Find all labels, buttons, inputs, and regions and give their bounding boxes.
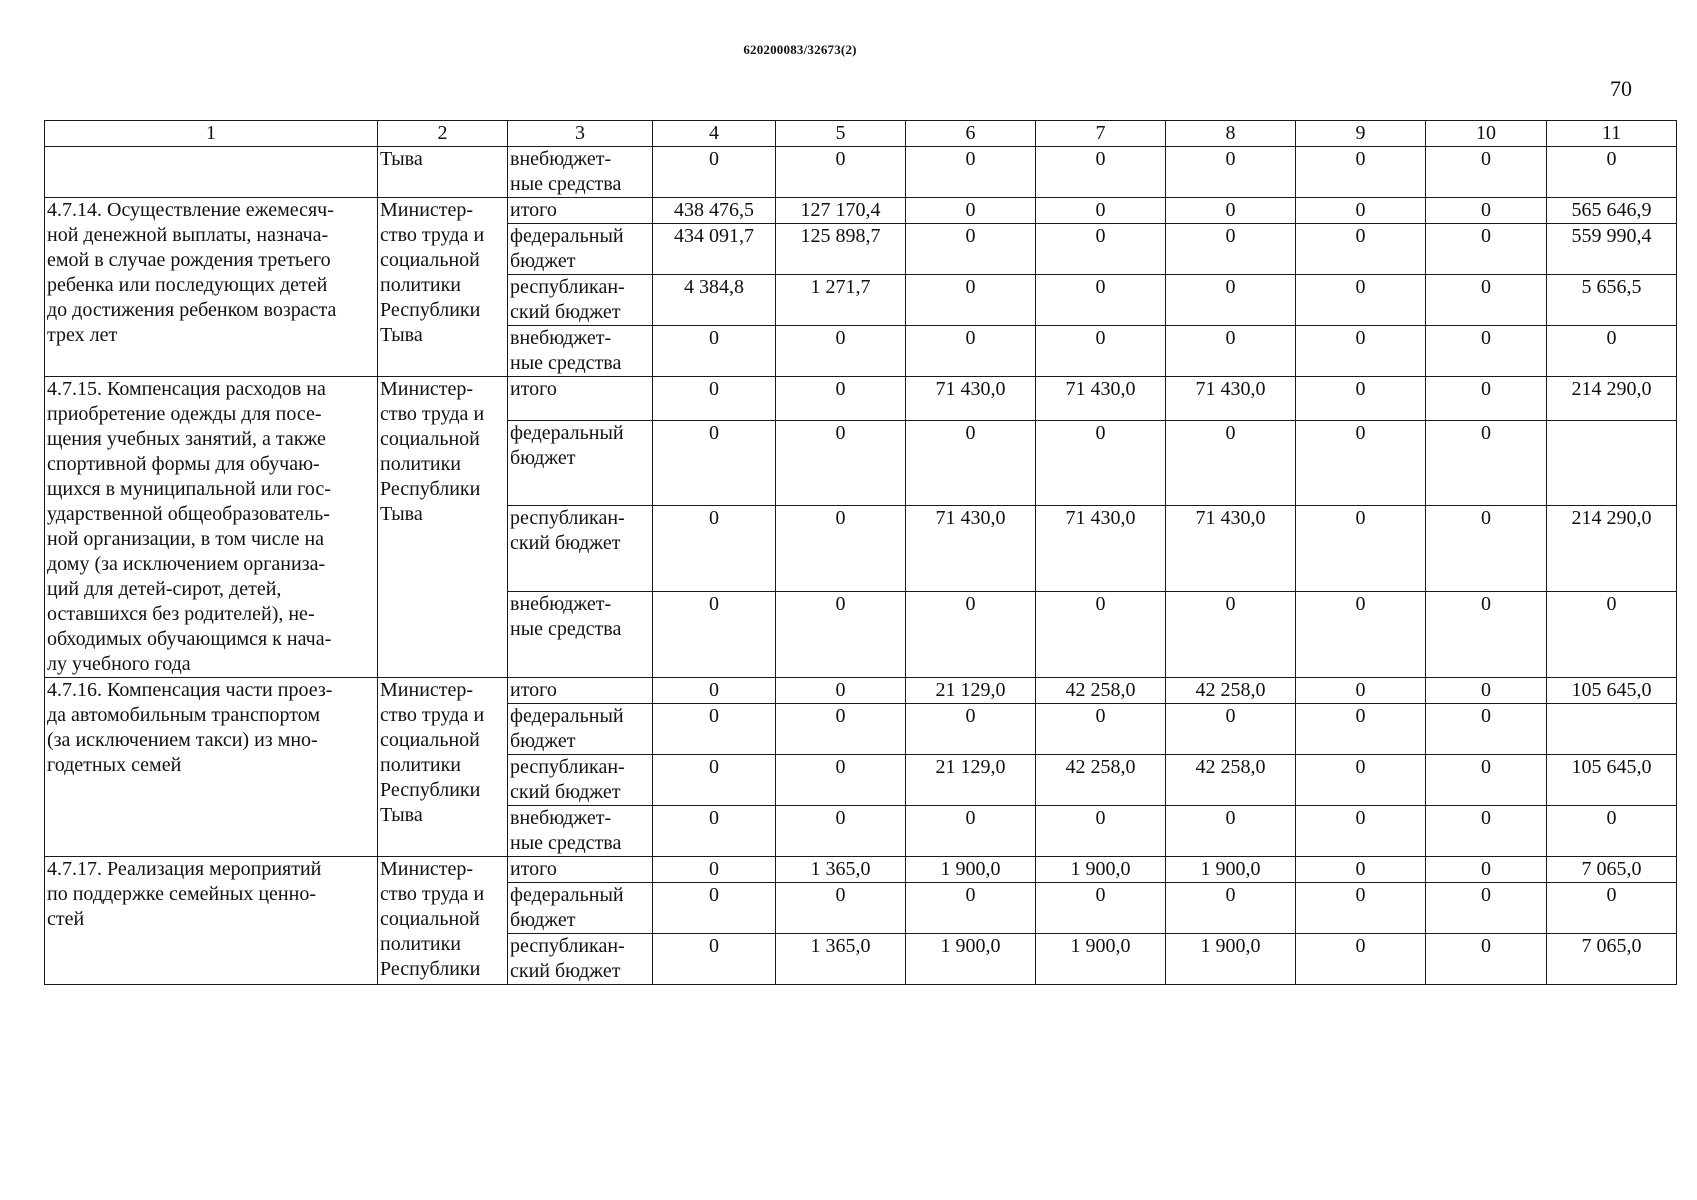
funding-source-cell: итого [508,857,653,883]
column-header: 4 [653,121,776,147]
value-cell: 0 [1036,704,1166,755]
value-cell: 0 [1426,224,1547,275]
budget-table [44,120,1677,985]
value-cell: 0 [776,883,906,934]
total-value-cell: 214 290,0 [1547,506,1677,592]
value-cell: 0 [653,857,776,883]
funding-source-cell: федеральный бюджет [508,883,653,934]
value-cell: 1 900,0 [1036,934,1166,985]
value-cell: 0 [1296,592,1426,678]
value-cell: 434 091,7 [653,224,776,275]
column-header: 5 [776,121,906,147]
value-cell: 0 [776,592,906,678]
value-cell: 0 [1036,198,1166,224]
funding-source-cell: внебюджет- ные средства [508,326,653,377]
value-cell: 0 [653,147,776,198]
table-row [45,147,1677,198]
value-cell: 1 900,0 [906,934,1036,985]
funding-source-cell: внебюджет- ные средства [508,147,653,198]
total-value-cell: 214 290,0 [1547,377,1677,421]
value-cell: 0 [1296,377,1426,421]
value-cell: 1 900,0 [1036,857,1166,883]
funding-source-cell: республикан- ский бюджет [508,275,653,326]
executor-cell: Министер- ство труда и социальной политики Республики Тыва [378,198,508,377]
value-cell: 0 [776,506,906,592]
value-cell: 0 [1296,883,1426,934]
value-cell: 0 [776,147,906,198]
total-value-cell [1547,704,1677,755]
value-cell: 0 [1426,147,1547,198]
value-cell: 0 [1426,806,1547,857]
value-cell: 0 [906,147,1036,198]
value-cell: 0 [1296,224,1426,275]
value-cell: 0 [1166,704,1296,755]
funding-source-cell: федеральный бюджет [508,704,653,755]
funding-source-cell: внебюджет- ные средства [508,592,653,678]
value-cell: 21 129,0 [906,755,1036,806]
value-cell: 438 476,5 [653,198,776,224]
activity-name-cell: 4.7.16. Компенсация части проез- да автомобильным транспортом (за исключением такси) из мно- годетных семей [45,678,378,857]
value-cell: 0 [906,198,1036,224]
value-cell: 0 [1547,147,1677,198]
value-cell: 0 [906,224,1036,275]
value-cell: 0 [1036,147,1166,198]
funding-source-cell: итого [508,198,653,224]
value-cell: 0 [906,883,1036,934]
value-cell: 0 [1166,224,1296,275]
value-cell: 0 [1166,198,1296,224]
value-cell: 0 [1426,704,1547,755]
value-cell: 0 [653,506,776,592]
value-cell: 0 [1426,198,1547,224]
value-cell: 0 [1426,934,1547,985]
value-cell: 0 [1426,275,1547,326]
value-cell: 0 [1296,420,1426,506]
total-value-cell [1547,420,1677,506]
executor-cell: Тыва [378,147,508,198]
activity-name-cell [45,147,378,198]
total-value-cell: 0 [1547,806,1677,857]
value-cell: 0 [1166,883,1296,934]
value-cell: 0 [653,420,776,506]
value-cell: 71 430,0 [906,506,1036,592]
value-cell: 71 430,0 [1036,377,1166,421]
value-cell: 0 [1036,224,1166,275]
page-number: 70 [1610,76,1632,101]
value-cell: 0 [653,592,776,678]
value-cell: 0 [1166,420,1296,506]
value-cell: 42 258,0 [1036,678,1166,704]
value-cell: 0 [1426,377,1547,421]
value-cell: 0 [776,678,906,704]
value-cell: 0 [906,806,1036,857]
table-row [45,377,1677,421]
value-cell: 0 [1036,592,1166,678]
value-cell: 0 [906,275,1036,326]
value-cell: 71 430,0 [906,377,1036,421]
value-cell: 0 [1426,420,1547,506]
total-value-cell: 105 645,0 [1547,755,1677,806]
value-cell: 0 [776,704,906,755]
column-header: 3 [508,121,653,147]
value-cell: 0 [776,420,906,506]
executor-cell: Министер- ство труда и социальной политики Республики Тыва [378,678,508,857]
value-cell: 0 [776,377,906,421]
value-cell: 0 [776,806,906,857]
value-cell: 1 365,0 [776,857,906,883]
column-header: 7 [1036,121,1166,147]
column-header-row [45,121,1677,147]
value-cell: 0 [1296,806,1426,857]
value-cell: 42 258,0 [1166,755,1296,806]
value-cell: 0 [1426,883,1547,934]
value-cell: 0 [653,704,776,755]
value-cell: 0 [1166,147,1296,198]
value-cell: 0 [1426,755,1547,806]
value-cell: 0 [1296,326,1426,377]
value-cell: 0 [1296,275,1426,326]
value-cell: 42 258,0 [1036,755,1166,806]
column-header: 10 [1426,121,1547,147]
value-cell: 0 [776,326,906,377]
funding-source-cell: итого [508,678,653,704]
value-cell: 0 [906,420,1036,506]
value-cell: 0 [653,755,776,806]
value-cell: 0 [1166,592,1296,678]
value-cell: 125 898,7 [776,224,906,275]
funding-source-cell: внебюджет- ные средства [508,806,653,857]
value-cell: 0 [1036,420,1166,506]
value-cell: 21 129,0 [906,678,1036,704]
value-cell: 4 384,8 [653,275,776,326]
column-header: 11 [1547,121,1677,147]
total-value-cell: 0 [1547,592,1677,678]
value-cell: 0 [1296,147,1426,198]
table-row [45,678,1677,704]
value-cell: 0 [653,326,776,377]
column-header: 2 [378,121,508,147]
value-cell: 1 900,0 [1166,934,1296,985]
value-cell: 1 900,0 [906,857,1036,883]
value-cell: 0 [906,326,1036,377]
executor-cell: Министер- ство труда и социальной политики Республики [378,857,508,985]
value-cell: 0 [1296,934,1426,985]
funding-source-cell: федеральный бюджет [508,420,653,506]
column-header: 1 [45,121,378,147]
value-cell: 0 [1426,678,1547,704]
total-value-cell: 565 646,9 [1547,198,1677,224]
funding-source-cell: республикан- ский бюджет [508,755,653,806]
value-cell: 1 365,0 [776,934,906,985]
column-header: 8 [1166,121,1296,147]
value-cell: 71 430,0 [1166,377,1296,421]
value-cell: 0 [1426,857,1547,883]
total-value-cell: 7 065,0 [1547,934,1677,985]
total-value-cell: 559 990,4 [1547,224,1677,275]
total-value-cell: 7 065,0 [1547,857,1677,883]
value-cell: 0 [653,883,776,934]
table-row [45,198,1677,224]
value-cell: 42 258,0 [1166,678,1296,704]
funding-source-cell: республикан- ский бюджет [508,506,653,592]
value-cell: 0 [1296,198,1426,224]
value-cell: 0 [653,377,776,421]
value-cell: 0 [1036,275,1166,326]
value-cell: 1 271,7 [776,275,906,326]
document-code: 620200083/32673(2) [743,42,857,57]
value-cell: 0 [1166,275,1296,326]
table-row [45,857,1677,883]
value-cell: 0 [1426,506,1547,592]
total-value-cell: 105 645,0 [1547,678,1677,704]
activity-name-cell: 4.7.14. Осуществление ежемесяч- ной денежной выплаты, назнача- емой в случае рождения третьего ребенка или последующих детей до достижения ребенком возраста трех лет [45,198,378,377]
funding-source-cell: республикан- ский бюджет [508,934,653,985]
funding-source-cell: итого [508,377,653,421]
value-cell: 0 [1166,326,1296,377]
value-cell: 0 [1296,704,1426,755]
value-cell: 0 [1426,592,1547,678]
value-cell: 71 430,0 [1166,506,1296,592]
value-cell: 71 430,0 [1036,506,1166,592]
value-cell: 0 [1296,755,1426,806]
value-cell: 0 [1296,678,1426,704]
value-cell: 0 [1296,857,1426,883]
activity-name-cell: 4.7.17. Реализация мероприятий по поддержке семейных ценно- стей [45,857,378,985]
funding-source-cell: федеральный бюджет [508,224,653,275]
activity-name-cell: 4.7.15. Компенсация расходов на приобретение одежды для посе- щения учебных занятий, а также спортивной формы для обучаю- щихся в муниципальной или гос- ударственной общеобразователь- ной организации, в том числе на дому (за исключением организа- ций для детей-сирот, детей, оставшихся без родителей), не- обходимых обучающимся к нача- лу учебного года [45,377,378,678]
value-cell: 0 [1426,326,1547,377]
value-cell: 127 170,4 [776,198,906,224]
value-cell: 0 [653,678,776,704]
value-cell: 0 [1036,326,1166,377]
executor-cell: Министер- ство труда и социальной политики Республики Тыва [378,377,508,678]
value-cell: 0 [1166,806,1296,857]
value-cell: 0 [776,755,906,806]
value-cell: 0 [906,704,1036,755]
value-cell: 0 [653,934,776,985]
value-cell: 0 [1036,883,1166,934]
column-header: 6 [906,121,1036,147]
value-cell: 0 [1296,506,1426,592]
value-cell: 0 [653,806,776,857]
total-value-cell: 0 [1547,883,1677,934]
value-cell: 0 [1036,806,1166,857]
total-value-cell: 0 [1547,326,1677,377]
value-cell: 1 900,0 [1166,857,1296,883]
value-cell: 0 [906,592,1036,678]
column-header: 9 [1296,121,1426,147]
total-value-cell: 5 656,5 [1547,275,1677,326]
